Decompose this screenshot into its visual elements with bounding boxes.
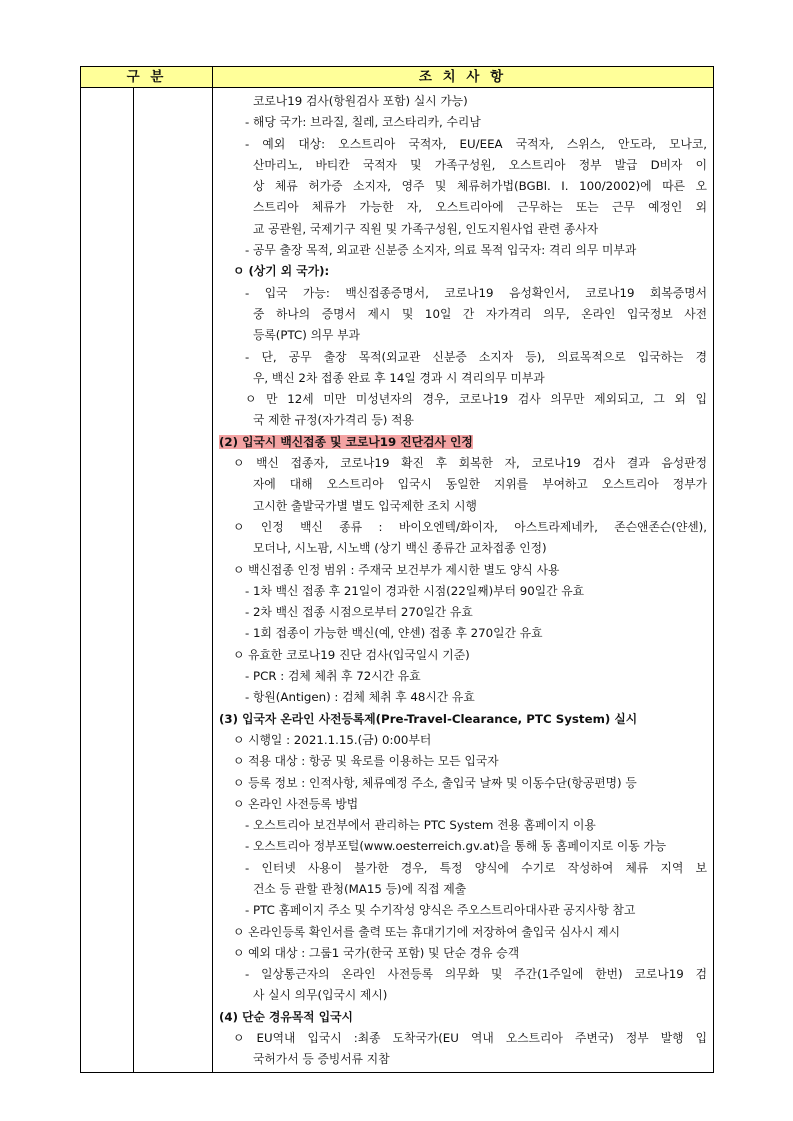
content-line — [213, 623, 707, 644]
line-text: - 오스트리아 보건부에서 관리하는 PTC System 전용 홈페이지 이용 — [245, 818, 596, 833]
line-text: ㅇ 백신 접종자, 코로나19 확진 후 회복한 자, 코로나19 검사 결과 음성판정 — [233, 456, 707, 471]
line-text: - 해당 국가: 브라질, 칠레, 코스타리카, 수리남 — [245, 115, 481, 130]
line-text: ㅇ 온라인등록 확인서를 출력 또는 휴대기기에 저장하여 출입국 심사시 제시 — [233, 924, 621, 939]
content-line — [213, 773, 707, 794]
line-text: - 입국 가능: 백신접종증명서, 코로나19 음성확인서, 코로나19 회복증명서 — [245, 285, 707, 300]
line-text: 산마리노, 바티칸 국적자 및 가족구성원, 오스트리아 정부 발급 D비자 이 — [253, 157, 707, 172]
line-text: - 단, 공무 출장 목적(외교관 신분증 소지자 등), 의료목적으로 입국하는 경 — [245, 349, 707, 364]
line-text: ㅇ 예외 대상 : 그룹1 국가(한국 포함) 및 단순 경유 승객 — [233, 945, 520, 960]
content-line — [213, 1049, 707, 1070]
content-line — [213, 985, 707, 1006]
line-text: - PTC 홈페이지 주소 및 수기작성 양식은 주오스트리아대사관 공지사항 참고 — [245, 903, 636, 918]
header-category: 구 분 — [81, 67, 213, 87]
line-text: ㅇ 등록 정보 : 인적사항, 체류예정 주소, 출입국 날짜 및 이동수단(항공편명) 등 — [233, 775, 637, 790]
content-line — [213, 496, 707, 517]
line-text: - 항원(Antigen) : 검체 체취 후 48시간 유효 — [245, 690, 475, 705]
line-text: 중 하나의 증명서 제시 및 10일 간 자가격리 의무, 온라인 입국정보 사전 — [253, 306, 707, 321]
content-line — [213, 368, 707, 389]
header-measures: 조 치 사 항 — [418, 69, 507, 85]
content-line — [213, 538, 707, 559]
content-line — [213, 794, 707, 815]
content-line — [213, 176, 707, 197]
content-line — [213, 560, 707, 581]
line-text: - 1회 접종이 가능한 백신(예, 얀센) 접종 후 270일간 유효 — [245, 626, 543, 641]
content-line — [213, 581, 707, 602]
content-line — [213, 325, 707, 346]
content-line — [213, 1028, 707, 1049]
content-line — [213, 645, 707, 666]
line-text: 사 실시 의무(입국시 제시) — [253, 988, 388, 1003]
content-line — [213, 900, 707, 921]
line-text: (3) 입국자 온라인 사전등록제(Pre-Travel-Clearance, PTC System) 실시 — [219, 711, 638, 726]
content-line — [213, 751, 707, 772]
line-text: 스트리아 체류가 가능한 자, 오스트리아에 근무하는 또는 근무 예정인 외 — [253, 200, 707, 215]
measures-content — [213, 91, 707, 1071]
line-text: 우, 백신 2차 접종 완료 후 14일 경과 시 격리의무 미부과 — [253, 370, 545, 385]
line-text: 모더나, 시노팜, 시노백 (상기 백신 종류간 교차접종 인정) — [253, 541, 547, 556]
content-line — [213, 517, 707, 538]
content-line — [213, 410, 707, 431]
content-line — [213, 304, 707, 325]
line-text: ㅇ 온라인 사전등록 방법 — [233, 796, 359, 811]
line-text: - 1차 백신 접종 후 21일이 경과한 시점(22일째)부터 90일간 유효 — [245, 583, 585, 598]
content-line — [213, 666, 707, 687]
line-text: 상 체류 허가증 소지자, 영주 및 체류허가법(BGBl. I. 100/2002)에 따른 오 — [253, 179, 707, 194]
content-line — [213, 1007, 707, 1028]
line-text: (4) 단순 경유목적 입국시 — [219, 1009, 353, 1024]
line-text: 교 공관원, 국제기구 직원 및 가족구성원, 인도지원사업 관련 종사자 — [253, 221, 599, 236]
content-line — [213, 709, 707, 730]
line-text: 코로나19 검사(항원검사 포함) 실시 가능) — [253, 94, 468, 108]
line-text: ㅇ EU역내 입국시 :최종 도착국가(EU 역내 오스트리아 주변국) 정부 발행 입 — [233, 1031, 707, 1046]
line-text: (2) 입국시 백신접종 및 코로나19 진단검사 인정 — [219, 434, 473, 449]
content-line — [213, 687, 707, 708]
content-line — [213, 730, 707, 751]
line-text: ㅇ 유효한 코로나19 진단 검사(입국일시 기준) — [233, 647, 470, 662]
line-text: 국 제한 규정(자가격리 등) 적용 — [253, 413, 414, 428]
content-line — [213, 836, 707, 857]
line-text: 고시한 출발국가별 별도 입국제한 조치 시행 — [253, 498, 477, 513]
line-text: - 일상통근자의 온라인 사전등록 의무화 및 주간(1주일에 한번) 코로나19 검 — [245, 967, 707, 982]
content-line — [213, 432, 707, 453]
line-text: - PCR : 검체 체취 후 72시간 유효 — [245, 669, 421, 684]
content-line — [213, 283, 707, 304]
line-text: ㅇ 적용 대상 : 항공 및 육로를 이용하는 모든 입국자 — [233, 754, 499, 769]
content-line — [213, 858, 707, 879]
content-line — [213, 602, 707, 623]
line-text: 건소 등 관할 관청(MA15 등)에 직접 제출 — [253, 881, 467, 896]
content-line — [213, 815, 707, 836]
content-line — [213, 155, 707, 176]
content-line — [213, 197, 707, 218]
line-text: - 인터넷 사용이 불가한 경우, 특정 양식에 수기로 작성하여 체류 지역 보 — [245, 860, 707, 875]
content-line — [213, 347, 707, 368]
measures-table — [80, 66, 714, 1073]
line-text: ㅇ 백신접종 인정 범위 : 주재국 보건부가 제시한 별도 양식 사용 — [233, 562, 560, 577]
content-line — [213, 964, 707, 985]
line-text: - 공무 출장 목적, 외교관 신분증 소지자, 의료 목적 입국자: 격리 의무 미부과 — [245, 243, 637, 258]
content-line — [213, 134, 707, 155]
line-text: ㅇ 인정 백신 종류 : 바이오엔텍/화이자, 아스트라제네카, 존슨앤존슨(얀센), — [233, 519, 707, 534]
line-text: ㅇ (상기 외 국가): — [233, 264, 330, 279]
content-line — [213, 474, 707, 495]
content-line — [213, 240, 707, 261]
content-line — [213, 112, 707, 133]
line-text: 자에 대해 오스트리아 입국시 동일한 지위를 부여하고 오스트리아 정부가 — [253, 477, 707, 492]
line-text: 국허가서 등 증빙서류 지참 — [253, 1052, 390, 1067]
content-line — [213, 879, 707, 900]
content-line — [213, 389, 707, 410]
content-line — [213, 219, 707, 240]
content-line — [213, 453, 707, 474]
content-line — [213, 922, 707, 943]
line-text: ㅇ 시행일 : 2021.1.15.(금) 0:00부터 — [233, 732, 432, 747]
column-divider — [133, 87, 134, 1072]
table-header — [81, 67, 713, 88]
content-line — [213, 91, 707, 112]
line-text: 등록(PTC) 의무 부과 — [253, 328, 360, 343]
line-text: - 2차 백신 접종 시점으로부터 270일간 유효 — [245, 605, 473, 620]
content-line — [213, 943, 707, 964]
content-line — [213, 261, 707, 282]
line-text: ㅇ 만 12세 미만 미성년자의 경우, 코로나19 검사 의무만 제외되고, 그 외 입 — [245, 392, 707, 407]
line-text: - 오스트리아 정부포털(www.oesterreich.gv.at)을 통해 동 홈페이지로 이동 가능 — [245, 839, 667, 854]
line-text: - 예외 대상: 오스트리아 국적자, EU/EEA 국적자, 스위스, 안도라, 모나코, — [245, 136, 707, 151]
